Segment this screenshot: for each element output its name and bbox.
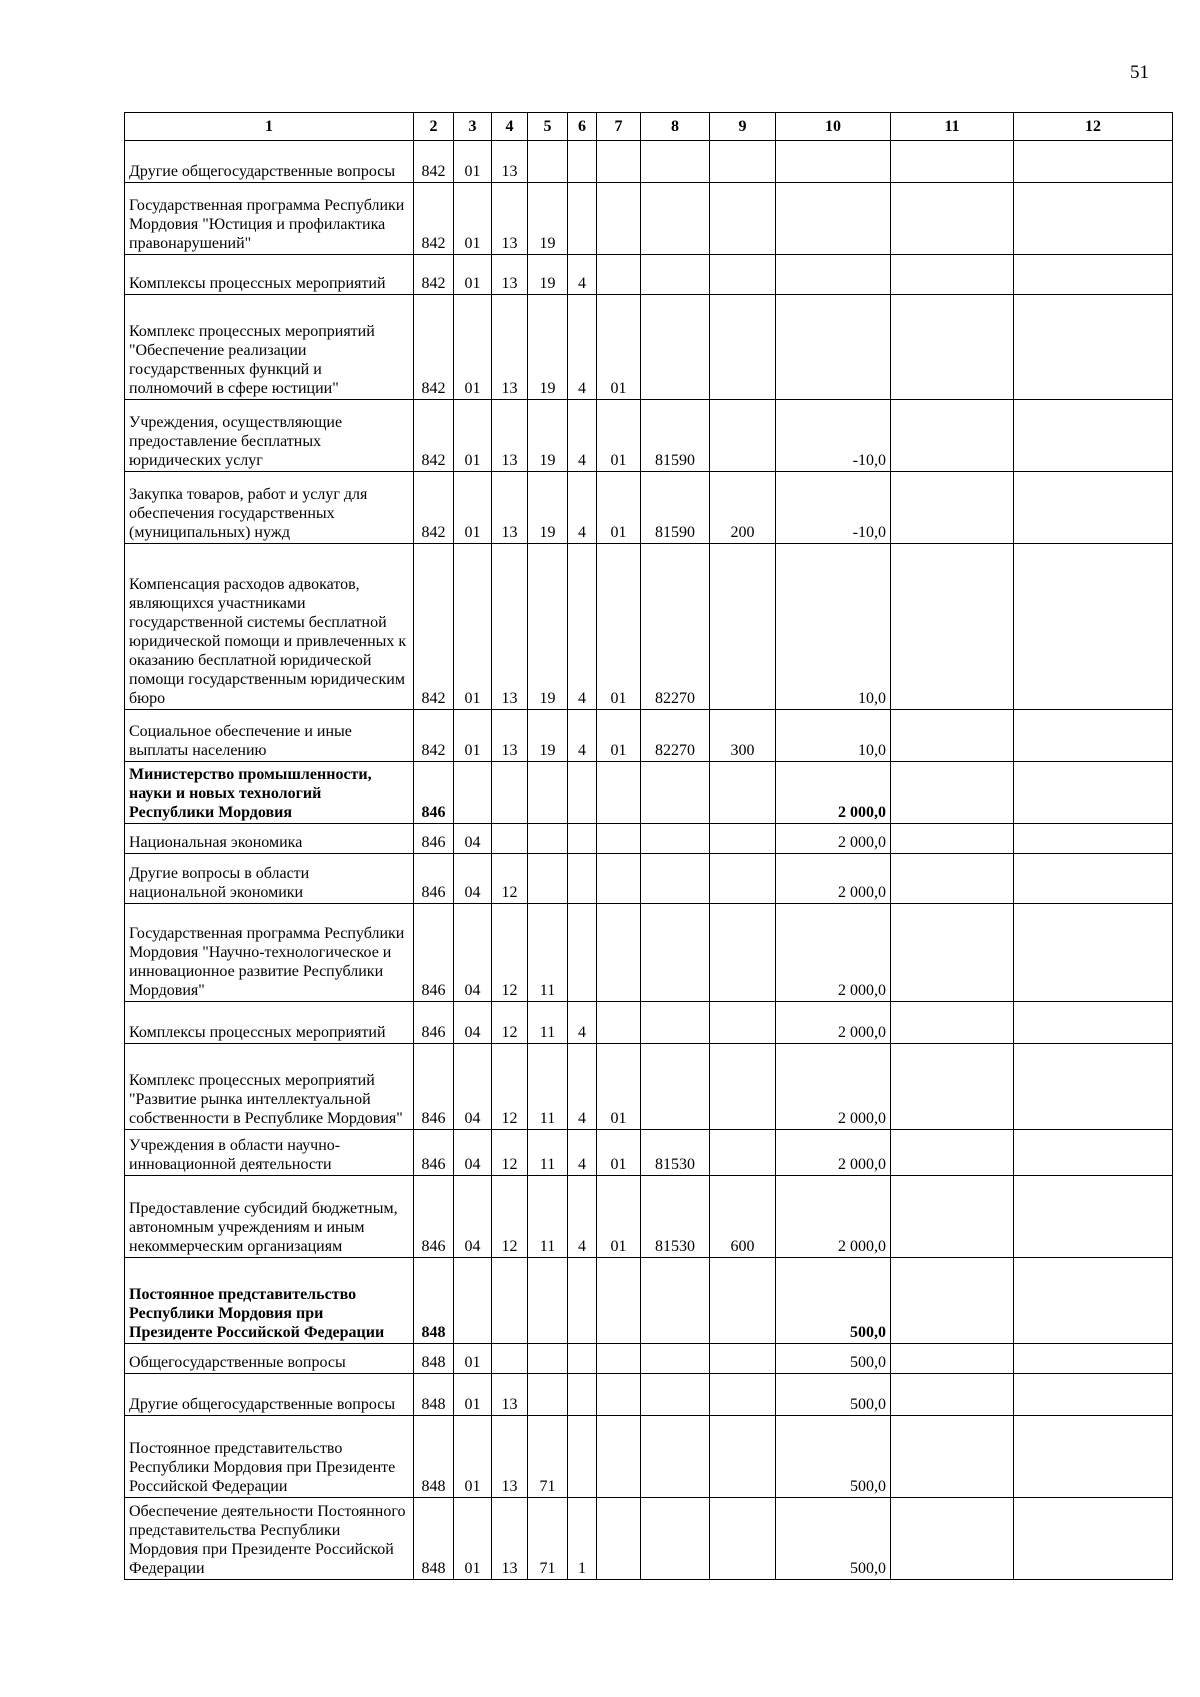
amount-cell: 2 000,0 <box>776 854 891 904</box>
row-name-cell: Другие общегосударственные вопросы <box>125 1374 414 1416</box>
program-type-cell: 4 <box>568 255 597 295</box>
column-11-cell <box>891 1416 1014 1498</box>
ministry-code-cell: 848 <box>414 1374 454 1416</box>
amount-cell: 2 000,0 <box>776 1130 891 1176</box>
column-11-cell <box>891 762 1014 824</box>
direction-cell <box>641 1416 710 1498</box>
column-11-cell <box>891 544 1014 710</box>
subprogram-cell <box>597 141 641 183</box>
column-11-cell <box>891 255 1014 295</box>
column-12-cell <box>1014 854 1173 904</box>
column-11-cell <box>891 904 1014 1002</box>
ministry-code-cell: 846 <box>414 1044 454 1130</box>
direction-cell <box>641 1044 710 1130</box>
column-12-cell <box>1014 1498 1173 1580</box>
ministry-code-cell: 846 <box>414 762 454 824</box>
column-12-cell <box>1014 255 1173 295</box>
program-type-cell <box>568 854 597 904</box>
table-row <box>125 183 1173 255</box>
subsection-cell: 13 <box>492 400 528 472</box>
row-name-cell: Учреждения в области научно-инновационной деятельности <box>125 1130 414 1176</box>
subsection-cell: 13 <box>492 141 528 183</box>
column-header-9: 9 <box>710 113 776 141</box>
section-cell: 01 <box>454 1498 492 1580</box>
program-cell: 11 <box>528 1044 568 1130</box>
subprogram-cell: 01 <box>597 472 641 544</box>
expense-type-cell <box>710 1344 776 1374</box>
ministry-code-cell: 842 <box>414 295 454 400</box>
column-12-cell <box>1014 762 1173 824</box>
column-header-5: 5 <box>528 113 568 141</box>
column-header-10: 10 <box>776 113 891 141</box>
direction-cell: 81590 <box>641 400 710 472</box>
table-row <box>125 762 1173 824</box>
program-type-cell: 4 <box>568 400 597 472</box>
row-name-cell: Комплекс процессных мероприятий "Обеспечение реализации государственных функций и полномочий в сфере юстиции" <box>125 295 414 400</box>
column-12-cell <box>1014 1176 1173 1258</box>
program-cell <box>528 1258 568 1344</box>
column-11-cell <box>891 1130 1014 1176</box>
row-name-cell: Предоставление субсидий бюджетным, автономным учреждениям и иным некоммерческим организациям <box>125 1176 414 1258</box>
subprogram-cell: 01 <box>597 1176 641 1258</box>
column-11-cell <box>891 710 1014 762</box>
table-row <box>125 904 1173 1002</box>
row-name-cell: Обеспечение деятельности Постоянного представительства Республики Мордовия при Президенте Российской Федерации <box>125 1498 414 1580</box>
ministry-code-cell: 846 <box>414 854 454 904</box>
column-11-cell <box>891 1176 1014 1258</box>
amount-cell: 2 000,0 <box>776 824 891 854</box>
row-name-cell: Другие вопросы в области национальной экономики <box>125 854 414 904</box>
column-12-cell <box>1014 1258 1173 1344</box>
program-cell <box>528 824 568 854</box>
subsection-cell: 13 <box>492 710 528 762</box>
column-12-cell <box>1014 1344 1173 1374</box>
row-name-cell: Постоянное представительство Республики Мордовия при Президенте Российской Федерации <box>125 1416 414 1498</box>
row-name-cell: Комплексы процессных мероприятий <box>125 255 414 295</box>
subsection-cell <box>492 1344 528 1374</box>
subsection-cell: 12 <box>492 1130 528 1176</box>
subprogram-cell: 01 <box>597 710 641 762</box>
subsection-cell <box>492 824 528 854</box>
amount-cell: -10,0 <box>776 400 891 472</box>
ministry-code-cell: 846 <box>414 824 454 854</box>
program-type-cell: 4 <box>568 472 597 544</box>
amount-cell: -10,0 <box>776 472 891 544</box>
ministry-code-cell: 846 <box>414 1176 454 1258</box>
expense-type-cell: 200 <box>710 472 776 544</box>
subsection-cell: 13 <box>492 183 528 255</box>
row-name-cell: Компенсация расходов адвокатов, являющихся участниками государственной системы бесплатной юридической помощи и привлеченных к оказанию бесплатной юридической помощи государственным юридическим бюро <box>125 544 414 710</box>
expense-type-cell <box>710 1130 776 1176</box>
subprogram-cell <box>597 1498 641 1580</box>
section-cell: 01 <box>454 472 492 544</box>
amount-cell <box>776 295 891 400</box>
table-row <box>125 400 1173 472</box>
amount-cell: 2 000,0 <box>776 1176 891 1258</box>
column-11-cell <box>891 183 1014 255</box>
column-12-cell <box>1014 472 1173 544</box>
budget-table <box>124 112 1173 1580</box>
section-cell: 01 <box>454 710 492 762</box>
subprogram-cell: 01 <box>597 544 641 710</box>
table-row <box>125 295 1173 400</box>
expense-type-cell <box>710 1498 776 1580</box>
program-cell <box>528 1344 568 1374</box>
subprogram-cell: 01 <box>597 1044 641 1130</box>
ministry-code-cell: 842 <box>414 710 454 762</box>
subsection-cell: 12 <box>492 1176 528 1258</box>
expense-type-cell <box>710 1416 776 1498</box>
section-cell <box>454 762 492 824</box>
amount-cell: 2 000,0 <box>776 904 891 1002</box>
row-name-cell: Государственная программа Республики Мордовия "Научно-технологическое и инновационное развитие Республики Мордовия" <box>125 904 414 1002</box>
program-type-cell <box>568 1374 597 1416</box>
program-cell: 19 <box>528 710 568 762</box>
section-cell: 01 <box>454 400 492 472</box>
row-name-cell: Комплекс процессных мероприятий "Развитие рынка интеллектуальной собственности в Республике Мордовия" <box>125 1044 414 1130</box>
amount-cell: 10,0 <box>776 544 891 710</box>
program-type-cell <box>568 1344 597 1374</box>
ministry-code-cell: 842 <box>414 183 454 255</box>
ministry-code-cell: 846 <box>414 1130 454 1176</box>
direction-cell: 82270 <box>641 710 710 762</box>
subprogram-cell: 01 <box>597 295 641 400</box>
direction-cell <box>641 762 710 824</box>
program-cell <box>528 762 568 824</box>
column-11-cell <box>891 1044 1014 1130</box>
ministry-code-cell: 842 <box>414 544 454 710</box>
section-cell: 04 <box>454 854 492 904</box>
column-header-8: 8 <box>641 113 710 141</box>
table-row <box>125 1130 1173 1176</box>
program-cell: 11 <box>528 1002 568 1044</box>
expense-type-cell <box>710 141 776 183</box>
ministry-code-cell: 842 <box>414 141 454 183</box>
expense-type-cell: 300 <box>710 710 776 762</box>
program-cell: 19 <box>528 255 568 295</box>
program-cell <box>528 1374 568 1416</box>
table-row <box>125 1344 1173 1374</box>
subsection-cell: 13 <box>492 472 528 544</box>
program-cell: 19 <box>528 472 568 544</box>
table-row <box>125 255 1173 295</box>
expense-type-cell <box>710 854 776 904</box>
program-cell: 11 <box>528 1176 568 1258</box>
page-number: 51 <box>1130 62 1149 83</box>
direction-cell <box>641 255 710 295</box>
amount-cell: 500,0 <box>776 1374 891 1416</box>
program-type-cell <box>568 1416 597 1498</box>
program-type-cell: 4 <box>568 1130 597 1176</box>
section-cell: 01 <box>454 255 492 295</box>
row-name-cell: Национальная экономика <box>125 824 414 854</box>
direction-cell <box>641 1344 710 1374</box>
subsection-cell: 12 <box>492 904 528 1002</box>
table-row <box>125 1176 1173 1258</box>
expense-type-cell <box>710 400 776 472</box>
subprogram-cell: 01 <box>597 400 641 472</box>
row-name-cell: Социальное обеспечение и иные выплаты населению <box>125 710 414 762</box>
subsection-cell: 13 <box>492 1498 528 1580</box>
program-type-cell <box>568 183 597 255</box>
program-type-cell: 4 <box>568 1044 597 1130</box>
ministry-code-cell: 848 <box>414 1498 454 1580</box>
direction-cell: 81530 <box>641 1176 710 1258</box>
row-name-cell: Комплексы процессных мероприятий <box>125 1002 414 1044</box>
section-cell: 01 <box>454 1344 492 1374</box>
column-11-cell <box>891 295 1014 400</box>
expense-type-cell <box>710 1374 776 1416</box>
column-11-cell <box>891 1498 1014 1580</box>
column-12-cell <box>1014 295 1173 400</box>
amount-cell: 2 000,0 <box>776 1044 891 1130</box>
amount-cell <box>776 255 891 295</box>
direction-cell <box>641 854 710 904</box>
subprogram-cell <box>597 1258 641 1344</box>
column-12-cell <box>1014 400 1173 472</box>
column-header-1: 1 <box>125 113 414 141</box>
direction-cell <box>641 183 710 255</box>
amount-cell: 2 000,0 <box>776 762 891 824</box>
ministry-code-cell: 848 <box>414 1258 454 1344</box>
program-cell: 11 <box>528 904 568 1002</box>
program-type-cell: 4 <box>568 544 597 710</box>
expense-type-cell <box>710 255 776 295</box>
row-name-cell: Другие общегосударственные вопросы <box>125 141 414 183</box>
column-header-7: 7 <box>597 113 641 141</box>
table-row <box>125 141 1173 183</box>
expense-type-cell <box>710 824 776 854</box>
ministry-code-cell: 842 <box>414 255 454 295</box>
subprogram-cell <box>597 854 641 904</box>
column-11-cell <box>891 472 1014 544</box>
row-name-cell: Государственная программа Республики Мордовия "Юстиция и профилактика правонарушений" <box>125 183 414 255</box>
program-type-cell: 4 <box>568 1002 597 1044</box>
column-11-cell <box>891 1258 1014 1344</box>
program-cell <box>528 141 568 183</box>
table-row <box>125 1416 1173 1498</box>
subprogram-cell: 01 <box>597 1130 641 1176</box>
column-11-cell <box>891 824 1014 854</box>
section-cell: 04 <box>454 1130 492 1176</box>
ministry-code-cell: 846 <box>414 1002 454 1044</box>
expense-type-cell <box>710 1002 776 1044</box>
column-12-cell <box>1014 904 1173 1002</box>
column-12-cell <box>1014 1002 1173 1044</box>
column-12-cell <box>1014 1416 1173 1498</box>
amount-cell: 500,0 <box>776 1498 891 1580</box>
column-12-cell <box>1014 1374 1173 1416</box>
subsection-cell: 13 <box>492 544 528 710</box>
subsection-cell: 12 <box>492 1002 528 1044</box>
column-header-12: 12 <box>1014 113 1173 141</box>
table-row <box>125 824 1173 854</box>
subsection-cell: 13 <box>492 1374 528 1416</box>
section-cell: 01 <box>454 544 492 710</box>
program-cell: 19 <box>528 295 568 400</box>
section-cell: 04 <box>454 1176 492 1258</box>
expense-type-cell <box>710 295 776 400</box>
program-cell: 11 <box>528 1130 568 1176</box>
program-type-cell <box>568 1258 597 1344</box>
column-11-cell <box>891 1344 1014 1374</box>
column-12-cell <box>1014 1130 1173 1176</box>
subprogram-cell <box>597 1344 641 1374</box>
column-header-11: 11 <box>891 113 1014 141</box>
subprogram-cell <box>597 1374 641 1416</box>
subsection-cell <box>492 762 528 824</box>
expense-type-cell <box>710 544 776 710</box>
table-row <box>125 1374 1173 1416</box>
table-row <box>125 1002 1173 1044</box>
row-name-cell: Министерство промышленности, науки и новых технологий Республики Мордовия <box>125 762 414 824</box>
direction-cell <box>641 295 710 400</box>
direction-cell <box>641 1002 710 1044</box>
column-header-2: 2 <box>414 113 454 141</box>
subprogram-cell <box>597 762 641 824</box>
program-type-cell: 4 <box>568 1176 597 1258</box>
direction-cell <box>641 141 710 183</box>
subprogram-cell <box>597 1416 641 1498</box>
program-type-cell: 4 <box>568 710 597 762</box>
amount-cell: 500,0 <box>776 1416 891 1498</box>
section-cell: 01 <box>454 295 492 400</box>
column-header-row <box>125 113 1173 141</box>
direction-cell <box>641 904 710 1002</box>
column-11-cell <box>891 1002 1014 1044</box>
program-cell: 19 <box>528 544 568 710</box>
amount-cell <box>776 141 891 183</box>
direction-cell <box>641 1258 710 1344</box>
direction-cell <box>641 1498 710 1580</box>
program-cell: 71 <box>528 1498 568 1580</box>
column-12-cell <box>1014 141 1173 183</box>
table-row <box>125 710 1173 762</box>
row-name-cell: Закупка товаров, работ и услуг для обеспечения государственных (муниципальных) нужд <box>125 472 414 544</box>
amount-cell: 500,0 <box>776 1258 891 1344</box>
program-type-cell: 4 <box>568 295 597 400</box>
section-cell: 01 <box>454 183 492 255</box>
ministry-code-cell: 848 <box>414 1344 454 1374</box>
subprogram-cell <box>597 183 641 255</box>
column-12-cell <box>1014 544 1173 710</box>
ministry-code-cell: 848 <box>414 1416 454 1498</box>
expense-type-cell: 600 <box>710 1176 776 1258</box>
column-header-3: 3 <box>454 113 492 141</box>
ministry-code-cell: 842 <box>414 472 454 544</box>
column-12-cell <box>1014 710 1173 762</box>
program-cell: 19 <box>528 183 568 255</box>
direction-cell <box>641 824 710 854</box>
table-row <box>125 1258 1173 1344</box>
column-12-cell <box>1014 1044 1173 1130</box>
table-row <box>125 1498 1173 1580</box>
subprogram-cell <box>597 255 641 295</box>
row-name-cell: Постоянное представительство Республики Мордовия при Президенте Российской Федерации <box>125 1258 414 1344</box>
program-cell <box>528 854 568 904</box>
expense-type-cell <box>710 1044 776 1130</box>
amount-cell: 500,0 <box>776 1344 891 1374</box>
direction-cell: 81530 <box>641 1130 710 1176</box>
amount-cell <box>776 183 891 255</box>
subsection-cell: 13 <box>492 295 528 400</box>
expense-type-cell <box>710 183 776 255</box>
subprogram-cell <box>597 824 641 854</box>
section-cell: 04 <box>454 1044 492 1130</box>
section-cell: 04 <box>454 824 492 854</box>
table-row <box>125 1044 1173 1130</box>
table-row <box>125 854 1173 904</box>
direction-cell: 81590 <box>641 472 710 544</box>
row-name-cell: Учреждения, осуществляющие предоставление бесплатных юридических услуг <box>125 400 414 472</box>
column-11-cell <box>891 141 1014 183</box>
column-11-cell <box>891 400 1014 472</box>
column-12-cell <box>1014 183 1173 255</box>
section-cell: 04 <box>454 904 492 1002</box>
section-cell: 01 <box>454 1416 492 1498</box>
expense-type-cell <box>710 904 776 1002</box>
subsection-cell <box>492 1258 528 1344</box>
section-cell: 01 <box>454 141 492 183</box>
subprogram-cell <box>597 904 641 1002</box>
column-11-cell <box>891 854 1014 904</box>
column-header-6: 6 <box>568 113 597 141</box>
program-cell: 71 <box>528 1416 568 1498</box>
section-cell: 01 <box>454 1374 492 1416</box>
subsection-cell: 12 <box>492 854 528 904</box>
amount-cell: 2 000,0 <box>776 1002 891 1044</box>
section-cell <box>454 1258 492 1344</box>
direction-cell <box>641 1374 710 1416</box>
program-cell: 19 <box>528 400 568 472</box>
column-11-cell <box>891 1374 1014 1416</box>
table-row <box>125 544 1173 710</box>
section-cell: 04 <box>454 1002 492 1044</box>
table-body <box>125 141 1173 1580</box>
subsection-cell: 13 <box>492 255 528 295</box>
expense-type-cell <box>710 762 776 824</box>
program-type-cell: 1 <box>568 1498 597 1580</box>
column-header-4: 4 <box>492 113 528 141</box>
ministry-code-cell: 842 <box>414 400 454 472</box>
column-12-cell <box>1014 824 1173 854</box>
subprogram-cell <box>597 1002 641 1044</box>
ministry-code-cell: 846 <box>414 904 454 1002</box>
program-type-cell <box>568 762 597 824</box>
program-type-cell <box>568 824 597 854</box>
direction-cell: 82270 <box>641 544 710 710</box>
amount-cell: 10,0 <box>776 710 891 762</box>
subsection-cell: 13 <box>492 1416 528 1498</box>
expense-type-cell <box>710 1258 776 1344</box>
program-type-cell <box>568 141 597 183</box>
program-type-cell <box>568 904 597 1002</box>
table-row <box>125 472 1173 544</box>
subsection-cell: 12 <box>492 1044 528 1130</box>
row-name-cell: Общегосударственные вопросы <box>125 1344 414 1374</box>
